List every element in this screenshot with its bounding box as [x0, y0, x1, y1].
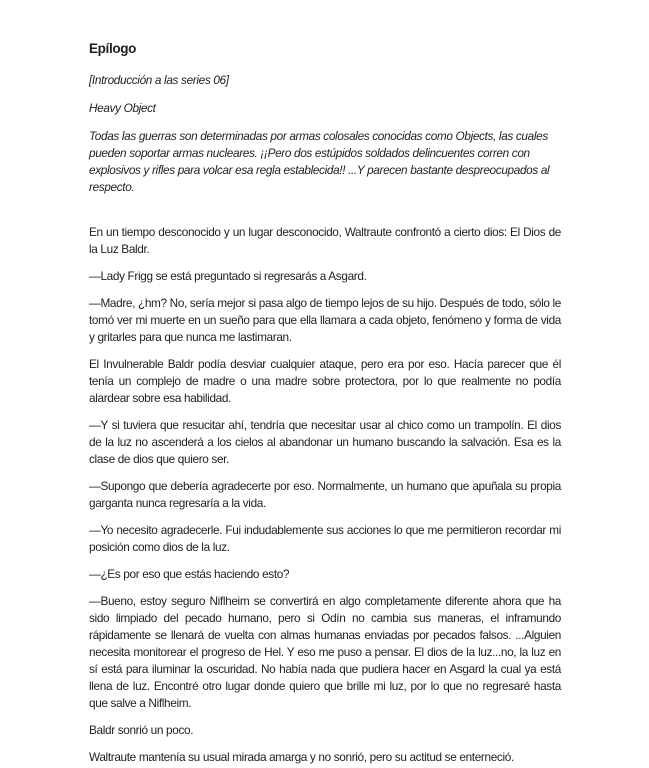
paragraph-dialogue: —Bueno, estoy seguro Niflheim se convertirá en algo completamente diferente ahora que ha sido limpiado del pecado humano, pero si Odín no cambia sus maneras, el inframundo rápidamente se llenará de vuelta con almas humanas enviadas por pecados falsos. ...Alguien necesita monitorear el progreso de Hel. Y eso me puso a pensar. El dios de la luz...no, la luz en sí está para iluminar la oscuridad. No había nada que pudiera hacer en Asgard la cual ya está llena de luz. Encontré otro lugar donde quiero que brille mi luz, por lo que no regresaré hasta que salve a Niflheim. [89, 594, 561, 710]
paragraph-dialogue: —Yo necesito agradecerle. Fui indudablemente sus acciones lo que me permitieron recordar mi posición como dios de la luz. [89, 523, 561, 554]
series-title: Heavy Object [89, 101, 156, 115]
chapter-heading: Epílogo [89, 41, 137, 56]
paragraph-narration: El Invulnerable Baldr podía desviar cualquier ataque, pero era por eso. Hacía parecer que él tenía un complejo de madre o una madre sobre protectora, por lo que realmente no podía alardear sobre esa habilidad. [89, 357, 561, 405]
synopsis-paragraph: Todas las guerras son determinadas por armas colosales conocidas como Objects, las cuales pueden soportar armas nucleares. ¡¡Pero dos estúpidos soldados delincuentes corren con explosivos y rifles para volcar esa regla establecida!! ...Y parecen bastante despreocupados al respecto. [89, 129, 550, 194]
paragraph-narration: Baldr sonrió un poco. [89, 723, 194, 737]
paragraph-dialogue: —Lady Frigg se está preguntado si regresarás a Asgard. [89, 269, 367, 283]
paragraph-dialogue: —¿Es por eso que estás haciendo esto? [89, 567, 290, 581]
series-intro-label: [Introducción a las series 06] [89, 73, 229, 87]
paragraph-dialogue: —Y si tuviera que resucitar ahí, tendría que necesitar usar al chico como un trampolín. El dios de la luz no ascenderá a los cielos al abandonar un humano buscando la salvación. Esa es la clase de dios que quiero ser. [89, 418, 561, 466]
paragraph-narration: Waltraute mantenía su usual mirada amarga y no sonrió, pero su actitud se enterneció. [89, 750, 514, 764]
paragraph-dialogue: —Supongo que debería agradecerte por eso. Normalmente, un humano que apuñala su propia garganta nunca regresaría a la vida. [89, 479, 561, 510]
paragraph-narration: En un tiempo desconocido y un lugar desconocido, Waltraute confrontó a cierto dios: El Dios de la Luz Baldr. [89, 225, 561, 256]
paragraph-dialogue: —Madre, ¿hm? No, sería mejor si pasa algo de tiempo lejos de su hijo. Después de todo, sólo le tomó ver mi muerte en un sueño para que ella llamara a cada objeto, fenómeno y forma de vida y gritarles para que nunca me lastimaran. [89, 296, 562, 344]
